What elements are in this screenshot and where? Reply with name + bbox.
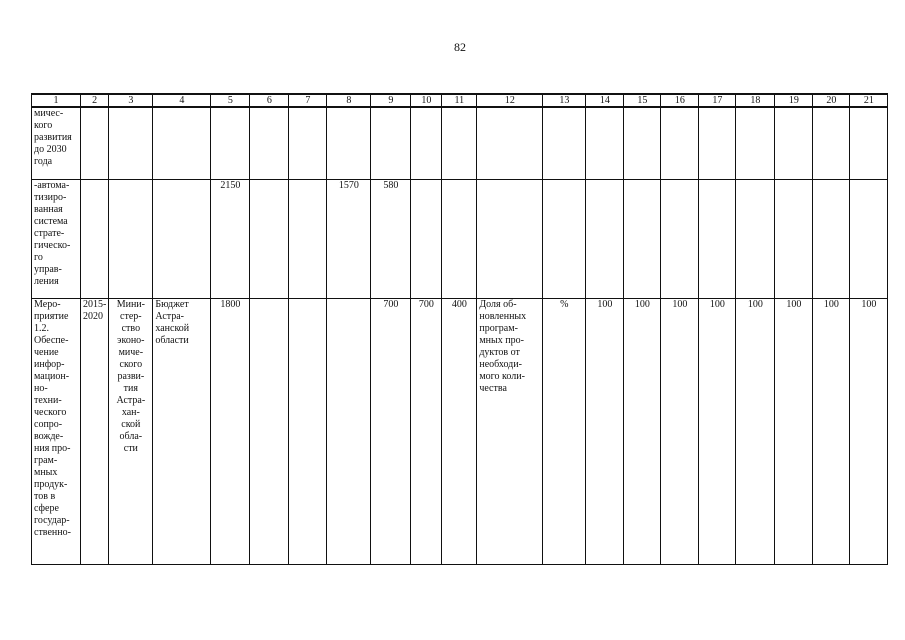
col-header: 7 [289,94,327,107]
table-cell [250,107,289,180]
table-cell: 100 [699,299,736,565]
table-cell [153,180,211,299]
table-cell [211,107,250,180]
table-cell [736,180,775,299]
table-cell [327,299,371,565]
table-cell [624,180,661,299]
table-cell [813,180,850,299]
table-cell [250,299,289,565]
table-cell: Бюджет Астра- ханской области [153,299,211,565]
table-cell [736,107,775,180]
col-header: 6 [250,94,289,107]
table-cell: 400 [442,299,477,565]
table-cell [411,180,442,299]
table-cell [775,107,813,180]
col-header: 3 [109,94,153,107]
table-cell [411,107,442,180]
col-header: 16 [661,94,699,107]
col-header: 9 [371,94,411,107]
table-cell [850,107,888,180]
header-row [32,94,888,107]
col-header: 13 [543,94,586,107]
table-cell [327,107,371,180]
table-cell: Доля об- новленных програм- мных про- дуктов от необходи- мого коли- чества [477,299,543,565]
col-header: 10 [411,94,442,107]
col-header: 21 [850,94,888,107]
col-header: 4 [153,94,211,107]
table-cell: % [543,299,586,565]
table-cell [624,107,661,180]
table-cell [109,107,153,180]
table-cell [371,107,411,180]
table-cell [699,180,736,299]
table-cell: 2015- 2020 [81,299,109,565]
table-cell: 100 [850,299,888,565]
table-row [32,299,888,565]
table-cell: -автома- тизиро- ванная система страте- гическо- го управ- ления [32,180,81,299]
table-cell [250,180,289,299]
table-cell [477,180,543,299]
table-cell [153,107,211,180]
table-cell [289,180,327,299]
table-row [32,180,888,299]
table-cell: 100 [624,299,661,565]
col-header: 19 [775,94,813,107]
table-cell: Мини- стер- ство эконо- миче- ского разви- тия Астра- хан- ской обла- сти [109,299,153,565]
table-cell: 1570 [327,180,371,299]
col-header: 5 [211,94,250,107]
table-cell: 700 [371,299,411,565]
table-cell [81,180,109,299]
table-cell: 100 [813,299,850,565]
col-header: 17 [699,94,736,107]
table-cell: 1800 [211,299,250,565]
table-cell [661,180,699,299]
table-cell [81,107,109,180]
table-row [32,107,888,180]
table-cell [661,107,699,180]
table-cell: мичес- кого развития до 2030 года [32,107,81,180]
col-header: 20 [813,94,850,107]
col-header: 1 [32,94,81,107]
table-cell [586,107,624,180]
table-cell [543,107,586,180]
table-cell: 580 [371,180,411,299]
col-header: 8 [327,94,371,107]
table-cell [442,180,477,299]
table-cell [543,180,586,299]
table-cell [813,107,850,180]
col-header: 12 [477,94,543,107]
table-cell: 700 [411,299,442,565]
table-cell: 2150 [211,180,250,299]
table-cell: 100 [736,299,775,565]
col-header: 15 [624,94,661,107]
col-header: 11 [442,94,477,107]
col-header: 14 [586,94,624,107]
page-number: 82 [454,40,466,54]
col-header: 18 [736,94,775,107]
table-cell [699,107,736,180]
table-cell [289,299,327,565]
table-cell: 100 [586,299,624,565]
table-cell [109,180,153,299]
table-cell [775,180,813,299]
table-cell [289,107,327,180]
table-cell [477,107,543,180]
table-cell [442,107,477,180]
col-header: 2 [81,94,109,107]
table-cell [586,180,624,299]
table-cell: 100 [775,299,813,565]
table-cell: Меро- приятие 1.2. Обеспе- чение инфор- мацион- но- техни- ческого сопро- вожде- ния про- грам- мных продук- тов в сфере государ- ственно- [32,299,81,565]
table-cell [850,180,888,299]
table-cell: 100 [661,299,699,565]
program-table [31,93,888,565]
